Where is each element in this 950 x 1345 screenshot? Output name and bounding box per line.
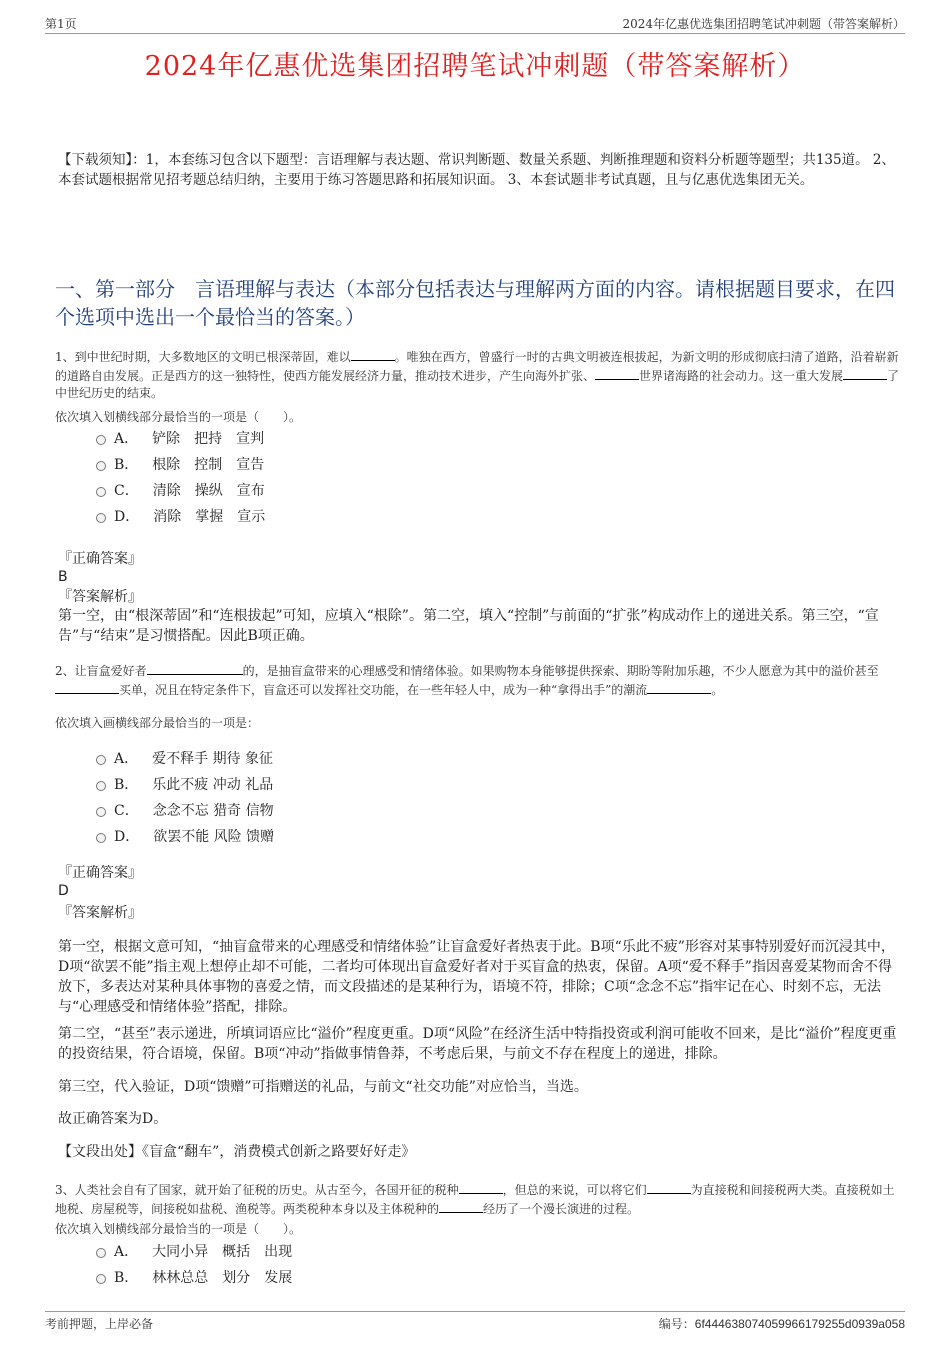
- q2-option-a[interactable]: A． 爱不释手 期待 象征: [96, 750, 273, 768]
- radio-icon[interactable]: [96, 461, 106, 471]
- q2-analysis-label: 『答案解析』: [58, 905, 142, 921]
- q2-analysis-para-3: 第三空，代入验证，D项“馈赠”可指赠送的礼品，与前文“社交功能”对应恰当，当选。: [58, 1079, 588, 1095]
- q2-analysis-para-1: 第一空，根据文意可知，“抽盲盒带来的心理感受和情绪体验”让盲盒爱好者热衷于此。B项“乐此不疲”形容对某事特别爱好而沉浸其中，D项“欲罢不能”指主观上想停止却不可能，二者均可体现出盲盒爱好者对于买盲盒的热衷，保留。A项“爱不释手”指因喜爱某物而舍不得放下，多表达对某种具体事物的喜爱之情，而文段描述的是某种行为，语境不符，排除；C项“念念不忘”指牢记在心、时刻不忘，无法与“心理感受和情绪体验”搭配，排除。: [58, 939, 895, 1015]
- q1-option-b[interactable]: B． 根除 控制 宣告: [96, 456, 264, 474]
- q3-option-b[interactable]: B． 林林总总 划分 发展: [96, 1269, 292, 1287]
- q3-option-a[interactable]: A． 大同小异 概括 出现: [96, 1243, 292, 1261]
- q2-analysis-para-4: 故正确答案为D。: [58, 1111, 168, 1127]
- radio-icon[interactable]: [96, 513, 106, 523]
- header-doc-title: 2024年亿惠优选集团招聘笔试冲刺题（带答案解析）: [622, 17, 905, 31]
- q2-option-c[interactable]: C． 念念不忘 猎奇 信物: [96, 802, 274, 820]
- blank-line: [647, 680, 711, 694]
- q1-analysis: 第一空，由“根深蒂固”和“连根拔起”可知，应填入“根除”。第二空，填入“控制”与前面的“扩张”构成动作上的递进关系。第三空，“宣告”与“结束”是习惯搭配。因此B项正确。: [58, 608, 879, 644]
- page-title: 2024年亿惠优选集团招聘笔试冲刺题（带答案解析）: [144, 51, 806, 82]
- q1-option-c[interactable]: C． 清除 操纵 宣布: [96, 482, 265, 500]
- question-2-prompt: 依次填入画横线部分最恰当的一项是：: [55, 716, 260, 730]
- q1-analysis-label: 『答案解析』: [58, 589, 142, 605]
- blank-line: [439, 1199, 483, 1213]
- radio-icon[interactable]: [96, 1248, 106, 1258]
- radio-icon[interactable]: [96, 781, 106, 791]
- q1-answer: B: [58, 569, 68, 585]
- q2-analysis-para-2: 第二空，“甚至”表示递进，所填词语应比“溢价”程度更重。D项“风险”在经济生活中特指投资或利润可能收不回来，是比“溢价”程度更重的投资结果，符合语境，保留。B项“冲动”指做事情鲁莽，不考虑后果，与前文不存在程度上的递进，排除。: [58, 1026, 897, 1062]
- question-1-stem: 1、到中世纪时期，大多数地区的文明已根深蒂固，难以 。唯独在西方，曾盛行一时的古典文明被连根拔起，为新文明的形成彻底扫清了道路，沿着崭新的道路自由发展。正是西方的这一独特性，使西方能发展经济力量，推动技术进步，产生向海外扩张、 世界诸海路的社会动力。这一重大发展 了中世纪历史的结束。: [55, 347, 900, 402]
- download-notice: 【下载须知】：1，本套练习包含以下题型：言语理解与表达题、常识判断题、数量关系题、判断推理题和资料分析题等题型；共135道。 2、本套试题根据常见招考题总结归纳，主要用于练习答题思路和拓展知识面。 3、本套试题非考试真题，且与亿惠优选集团无关。: [58, 152, 895, 188]
- radio-icon[interactable]: [96, 833, 106, 843]
- blank-line: [595, 366, 639, 380]
- q2-option-d[interactable]: D． 欲罢不能 风险 馈赠: [96, 828, 274, 846]
- blank-line: [647, 1180, 691, 1194]
- q1-option-a[interactable]: A． 铲除 把持 宣判: [96, 430, 264, 448]
- q2-answer: D: [58, 883, 69, 899]
- blank-line: [459, 1180, 503, 1194]
- radio-icon[interactable]: [96, 435, 106, 445]
- blank-line: [55, 680, 119, 694]
- blank-line: [147, 661, 243, 675]
- radio-icon[interactable]: [96, 1274, 106, 1284]
- page-number: 第1页: [45, 17, 77, 31]
- question-3-prompt: 依次填入划横线部分最恰当的一项是（ ）。: [55, 1222, 302, 1236]
- footer-rule: [45, 1311, 905, 1312]
- q2-source: 【文段出处】《盲盒“翻车”，消费模式创新之路要好好走》: [58, 1144, 416, 1160]
- blank-line: [843, 366, 887, 380]
- q2-answer-label: 『正确答案』: [58, 865, 142, 881]
- footer-slogan: 考前押题，上岸必备: [45, 1317, 154, 1331]
- footer-code: 编号：6f444638074059966179255d0939a058: [658, 1317, 905, 1331]
- radio-icon[interactable]: [96, 807, 106, 817]
- header-rule: [45, 33, 905, 34]
- section-heading: 一、第一部分 言语理解与表达（本部分包括表达与理解两方面的内容。请根据题目要求，在四个选项中选出一个最恰当的答案。）: [55, 277, 895, 329]
- q1-answer-label: 『正确答案』: [58, 551, 142, 567]
- question-2-stem: 2、让盲盒爱好者 的，是抽盲盒带来的心理感受和情绪体验。如果购物本身能够提供探索、期盼等附加乐趣，不少人愿意为其中的溢价甚至买单，况且在特定条件下，盲盒还可以发挥社交功能，在一些年轻人中，成为一种“拿得出手”的潮流 。: [55, 661, 900, 699]
- blank-line: [351, 347, 395, 361]
- radio-icon[interactable]: [96, 487, 106, 497]
- q1-option-d[interactable]: D． 消除 掌握 宣示: [96, 508, 265, 526]
- q2-option-b[interactable]: B． 乐此不疲 冲动 礼品: [96, 776, 273, 794]
- question-3-stem: 3、人类社会自有了国家，就开始了征税的历史。从古至今，各国开征的税种 ，但总的来说，可以将它们 为直接税和间接税两大类。直接税如土地税、房屋税等，间接税如盐税、渔税等。两类税种本身以及主体税种的 经历了一个漫长演进的过程。: [55, 1180, 900, 1218]
- radio-icon[interactable]: [96, 755, 106, 765]
- question-1-prompt: 依次填入划横线部分最恰当的一项是（ ）。: [55, 410, 302, 424]
